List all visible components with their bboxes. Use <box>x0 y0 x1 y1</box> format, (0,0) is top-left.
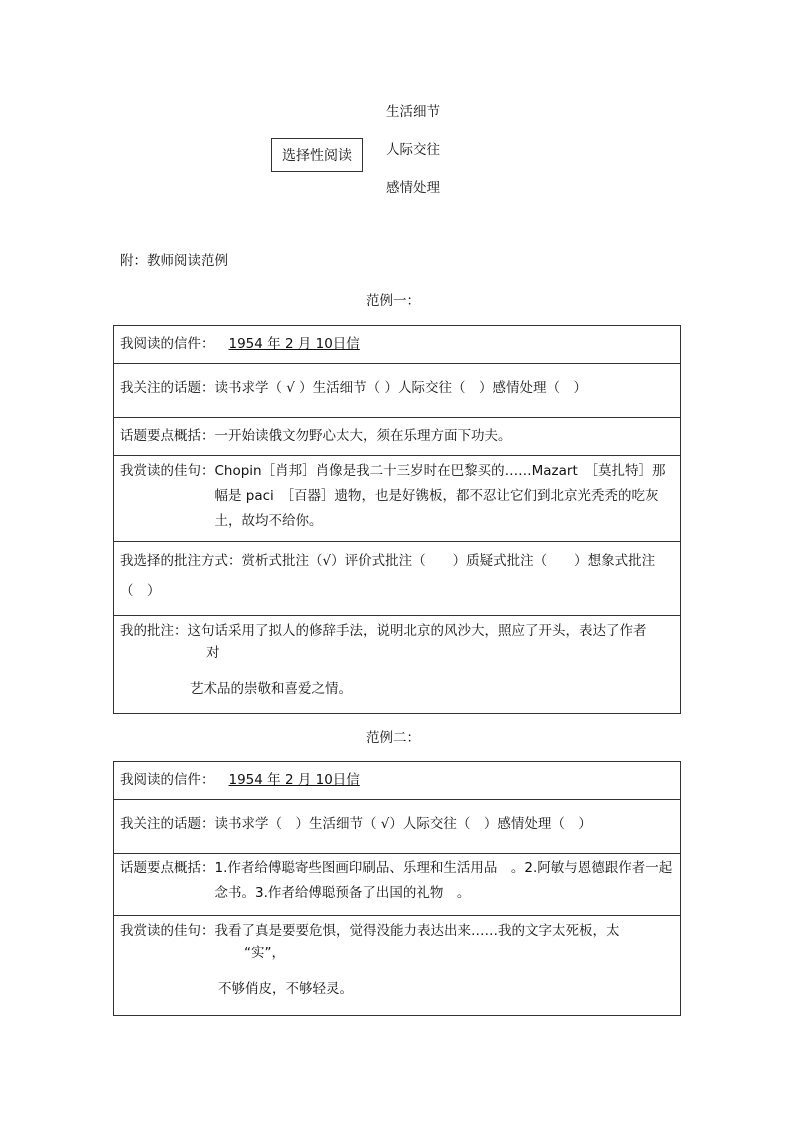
ex1-topic-label: 我关注的话题： <box>120 380 215 396</box>
ex1-note-label: 我的批注： <box>120 623 188 639</box>
ex1-quote-label: 我赏读的佳句： <box>120 463 215 479</box>
ex2-quote-line1: 我看了真是要要危惧，觉得没能力表达出来……我的文字太死板，太 <box>214 923 620 939</box>
ex2-quote-line2: “实”， <box>244 945 285 961</box>
topic-life-details: 生活细节 <box>386 104 440 120</box>
topic-interpersonal: 人际交往 <box>386 142 440 158</box>
appendix-title: 附：教师阅读范例 <box>120 253 228 269</box>
ex2-quote-line3: 不够俏皮，不够轻灵。 <box>218 981 353 997</box>
ex1-quote-row <box>114 456 681 542</box>
ex1-summary-label: 话题要点概括： <box>120 428 215 444</box>
ex2-topic-value: 读书求学（ ）生活细节（ √）人际交往（ ）感情处理（ ） <box>214 816 592 832</box>
ex2-quote-row <box>114 916 681 1016</box>
ex1-note-line3: 艺术品的崇敬和喜爱之情。 <box>190 681 352 697</box>
ex2-topic-label: 我关注的话题： <box>120 816 215 832</box>
ex1-note-line2: 对 <box>206 645 220 661</box>
ex1-topic-row <box>114 364 681 418</box>
ex2-letter-value: 1954 年 2 月 10日信 <box>228 772 360 788</box>
ex1-letter-value: 1954 年 2 月 10日信 <box>228 336 360 352</box>
ex1-letter-label: 我阅读的信件： <box>120 336 215 352</box>
ex1-note-row <box>114 616 681 714</box>
ex1-note-line1: 这句话采用了拟人的修辞手法，说明北京的风沙大，照应了开头，表达了作者 <box>187 623 647 639</box>
ex1-method-row <box>114 542 681 616</box>
ex2-letter-label: 我阅读的信件： <box>120 772 215 788</box>
selective-reading-label: 选择性阅读 <box>282 148 352 164</box>
ex1-quote-value: Chopin［肖邦］肖像是我二十三岁时在巴黎买的……Mazart ［莫扎特］那幅是 paci ［百器］遗物，也是好镌板，都不忍让它们到北京光秃秃的吃灰土，故均不给你。 <box>214 463 666 529</box>
selective-reading-box <box>271 138 363 172</box>
example1-table <box>113 325 681 714</box>
ex1-summary-value: 一开始读俄文勿野心太大，须在乐理方面下功夫。 <box>214 428 512 444</box>
example1-heading: 范例一： <box>366 293 420 309</box>
ex1-summary-row <box>114 418 681 456</box>
topic-emotions: 感情处理 <box>386 180 440 196</box>
example2-heading: 范例二： <box>366 730 420 746</box>
ex1-method-line1: 我选择的批注方式：赏析式批注（√）评价式批注（ ）质疑式批注（ ）想象式批注 <box>120 553 656 569</box>
ex2-quote-label: 我赏读的佳句： <box>120 923 215 939</box>
ex2-summary-row <box>114 854 681 916</box>
ex2-letter-row <box>114 762 681 800</box>
ex1-letter-row <box>114 326 681 364</box>
example2-table <box>113 761 681 1016</box>
ex2-summary-label: 话题要点概括： <box>120 860 215 876</box>
ex2-summary-value: 1.作者给傅聪寄些图画印刷品、乐理和生活用品 。2.阿敏与恩德跟作者一起念书。3.作者给傅聪预备了出国的礼物 。 <box>214 860 673 901</box>
ex1-topic-value: 读书求学（ √ ）生活细节（ ）人际交往（ ）感情处理（ ） <box>214 380 587 396</box>
ex2-topic-row <box>114 800 681 854</box>
ex1-method-line2: （ ） <box>120 583 161 599</box>
